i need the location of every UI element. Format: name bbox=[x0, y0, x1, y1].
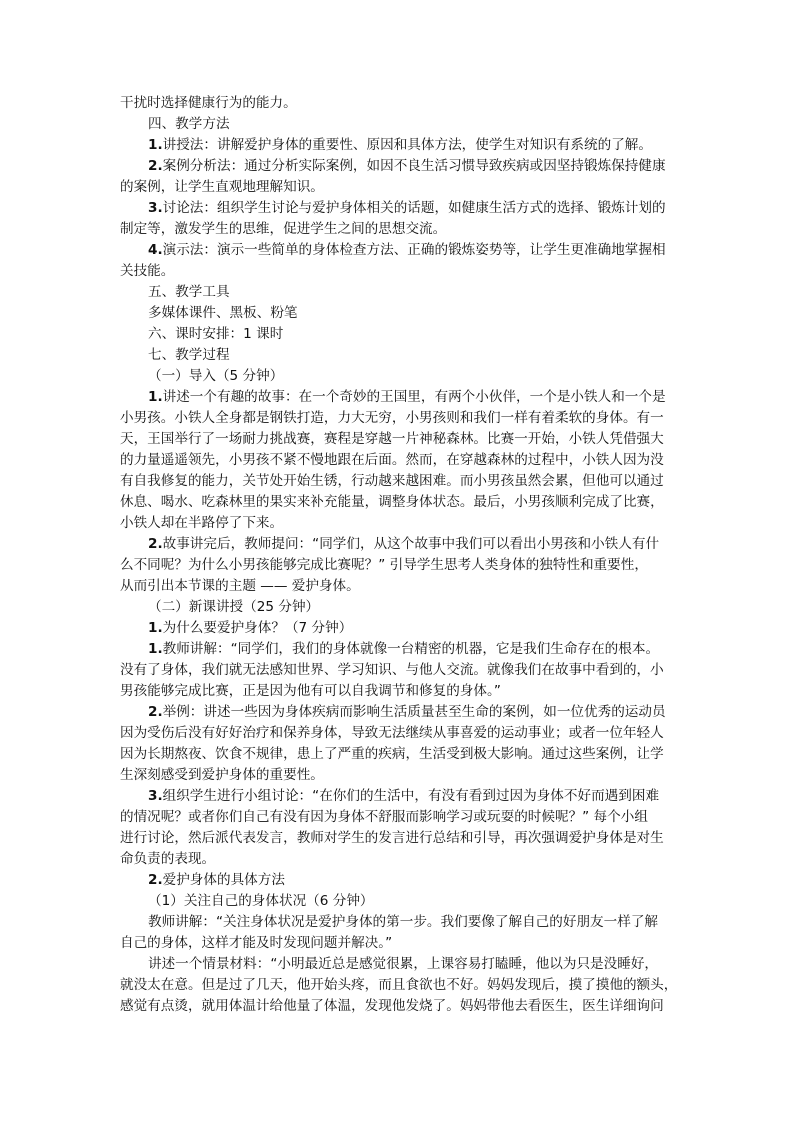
list-number: 2. bbox=[148, 872, 163, 888]
list-number: 3. bbox=[148, 200, 163, 216]
line-text: 的案例，让学生直观地理解知识。 bbox=[120, 179, 324, 195]
text-line bbox=[120, 513, 680, 534]
text-line bbox=[120, 807, 680, 828]
list-number: 4. bbox=[148, 242, 163, 258]
text-line bbox=[120, 975, 680, 996]
text-line bbox=[120, 450, 680, 471]
line-text: 教师讲解：“同学们，我们的身体就像一台精密的机器，它是我们生命存在的根本。 bbox=[162, 641, 660, 657]
text-line bbox=[120, 366, 680, 387]
line-text: 讨论法：组织学生讨论与爱护身体相关的话题，如健康生活方式的选择、锻炼计划的 bbox=[162, 200, 666, 216]
line-text: 就没太在意。但是过了几天，他开始头疼，而且食欲也不好。妈妈发现后，摸了摸他的额头， bbox=[120, 977, 678, 993]
line-text: 组织学生进行小组讨论：“在你们的生活中，有没有看到过因为身体不好而遇到困难 bbox=[162, 788, 660, 804]
list-number: 2. bbox=[148, 536, 163, 552]
line-text: 多媒体课件、黑板、粉笔 bbox=[148, 305, 298, 321]
text-line bbox=[120, 912, 680, 933]
list-number: 1. bbox=[148, 137, 163, 153]
text-line bbox=[120, 597, 680, 618]
line-text: （1）关注自己的身体状况（6 分钟） bbox=[148, 893, 374, 909]
text-line bbox=[120, 534, 680, 555]
text-line bbox=[120, 282, 680, 303]
line-text: 四、教学方法 bbox=[148, 116, 230, 132]
text-line bbox=[120, 114, 680, 135]
text-line bbox=[120, 471, 680, 492]
text-line bbox=[120, 681, 680, 702]
line-text: 举例：讲述一些因为身体疾病而影响生活质量甚至生命的案例，如一位优秀的运动员 bbox=[162, 704, 666, 720]
line-text: 小铁人却在半路停了下来。 bbox=[120, 515, 284, 531]
text-line bbox=[120, 954, 680, 975]
line-text: 么不同呢？为什么小男孩能够完成比赛呢？” 引导学生思考人类身体的独特性和重要性， bbox=[120, 557, 648, 573]
line-text: 没有了身体，我们就无法感知世界、学习知识、与他人交流。就像我们在故事中看到的，小 bbox=[120, 662, 664, 678]
line-text: 七、教学过程 bbox=[148, 347, 230, 363]
line-text: 天，王国举行了一场耐力挑战赛，赛程是穿越一片神秘森林。比赛一开始，小铁人凭借强大 bbox=[120, 431, 664, 447]
text-line bbox=[120, 744, 680, 765]
line-text: 讲述一个情景材料：“小明最近总是感觉很累，上课容易打瞌睡，他以为只是没睡好， bbox=[148, 956, 659, 972]
line-text: 生深刻感受到爱护身体的重要性。 bbox=[120, 767, 324, 783]
text-line bbox=[120, 786, 680, 807]
text-line bbox=[120, 996, 680, 1017]
text-line bbox=[120, 639, 680, 660]
text-line bbox=[120, 219, 680, 240]
line-text: 讲授法：讲解爱护身体的重要性、原因和具体方法，使学生对知识有系统的了解。 bbox=[162, 137, 652, 153]
line-text: 的情况呢？或者你们自己有没有因为身体不舒服而影响学习或玩耍的时候呢？” 每个小组 bbox=[120, 809, 648, 825]
text-line bbox=[120, 891, 680, 912]
text-line bbox=[120, 933, 680, 954]
document-page bbox=[120, 93, 680, 1017]
text-line bbox=[120, 303, 680, 324]
line-text: 感觉有点烫，就用体温计给他量了体温，发现他发烧了。妈妈带他去看医生，医生详细询问 bbox=[120, 998, 664, 1014]
text-line bbox=[120, 492, 680, 513]
list-number: 2. bbox=[148, 158, 163, 174]
text-line bbox=[120, 702, 680, 723]
text-line bbox=[120, 177, 680, 198]
list-number: 1. bbox=[148, 620, 163, 636]
text-line bbox=[120, 93, 680, 114]
text-line bbox=[120, 828, 680, 849]
text-line bbox=[120, 156, 680, 177]
line-text: 进行讨论，然后派代表发言，教师对学生的发言进行总结和引导，再次强调爱护身体是对生 bbox=[120, 830, 664, 846]
line-text: （一）导入（5 分钟） bbox=[148, 368, 284, 384]
text-line bbox=[120, 723, 680, 744]
line-text: 小男孩。小铁人全身都是钢铁打造，力大无穷，小男孩则和我们一样有着柔软的身体。有一 bbox=[120, 410, 664, 426]
line-text: 命负责的表现。 bbox=[120, 851, 216, 867]
line-text: 有自我修复的能力，关节处开始生锈，行动越来越困难。而小男孩虽然会累，但他可以通过 bbox=[120, 473, 664, 489]
text-line bbox=[120, 555, 680, 576]
list-number: 1. bbox=[148, 389, 163, 405]
line-text: 关技能。 bbox=[120, 263, 175, 279]
line-text: 因为长期熬夜、饮食不规律，患上了严重的疾病，生活受到极大影响。通过这些案例，让学 bbox=[120, 746, 664, 762]
text-line bbox=[120, 261, 680, 282]
text-line bbox=[120, 618, 680, 639]
text-line bbox=[120, 849, 680, 870]
line-text: 为什么要爱护身体？（7 分钟） bbox=[162, 620, 353, 636]
line-text: 的力量遥遥领先，小男孩不紧不慢地跟在后面。然而，在穿越森林的过程中，小铁人因为没 bbox=[120, 452, 664, 468]
text-line bbox=[120, 870, 680, 891]
text-line bbox=[120, 408, 680, 429]
text-line bbox=[120, 198, 680, 219]
line-text: 爱护身体的具体方法 bbox=[162, 872, 285, 888]
text-line bbox=[120, 387, 680, 408]
text-line bbox=[120, 429, 680, 450]
line-text: 演示法：演示一些简单的身体检查方法、正确的锻炼姿势等，让学生更准确地掌握相 bbox=[162, 242, 666, 258]
line-text: 因为受伤后没有好好治疗和保养身体，导致无法继续从事喜爱的运动事业；或者一位年轻人 bbox=[120, 725, 664, 741]
line-text: 休息、喝水、吃森林里的果实来补充能量，调整身体状态。最后，小男孩顺利完成了比赛， bbox=[120, 494, 664, 510]
line-text: 六、课时安排：1 课时 bbox=[148, 326, 284, 342]
line-text: 男孩能够完成比赛，正是因为他有可以自我调节和修复的身体。” bbox=[120, 683, 501, 699]
line-text: 故事讲完后，教师提问：“同学们，从这个故事中我们可以看出小男孩和小铁人有什 bbox=[162, 536, 660, 552]
text-line bbox=[120, 345, 680, 366]
line-text: 教师讲解：“关注身体状况是爱护身体的第一步。我们要像了解自己的好朋友一样了解 bbox=[148, 914, 659, 930]
text-line bbox=[120, 324, 680, 345]
line-text: 从而引出本节课的主题 —— 爱护身体。 bbox=[120, 578, 360, 594]
line-text: 自己的身体，这样才能及时发现问题并解决。” bbox=[120, 935, 393, 951]
text-line bbox=[120, 660, 680, 681]
line-text: （二）新课讲授（25 分钟） bbox=[148, 599, 320, 615]
list-number: 2. bbox=[148, 704, 163, 720]
line-text: 案例分析法：通过分析实际案例，如因不良生活习惯导致疾病或因坚持锻炼保持健康 bbox=[162, 158, 666, 174]
text-line bbox=[120, 765, 680, 786]
line-text: 制定等，激发学生的思维，促进学生之间的思想交流。 bbox=[120, 221, 447, 237]
text-line bbox=[120, 135, 680, 156]
list-number: 1. bbox=[148, 641, 163, 657]
text-line bbox=[120, 240, 680, 261]
line-text: 讲述一个有趣的故事：在一个奇妙的王国里，有两个小伙伴，一个是小铁人和一个是 bbox=[162, 389, 666, 405]
line-text: 五、教学工具 bbox=[148, 284, 230, 300]
line-text: 干扰时选择健康行为的能力。 bbox=[120, 95, 297, 111]
text-line bbox=[120, 576, 680, 597]
list-number: 3. bbox=[148, 788, 163, 804]
